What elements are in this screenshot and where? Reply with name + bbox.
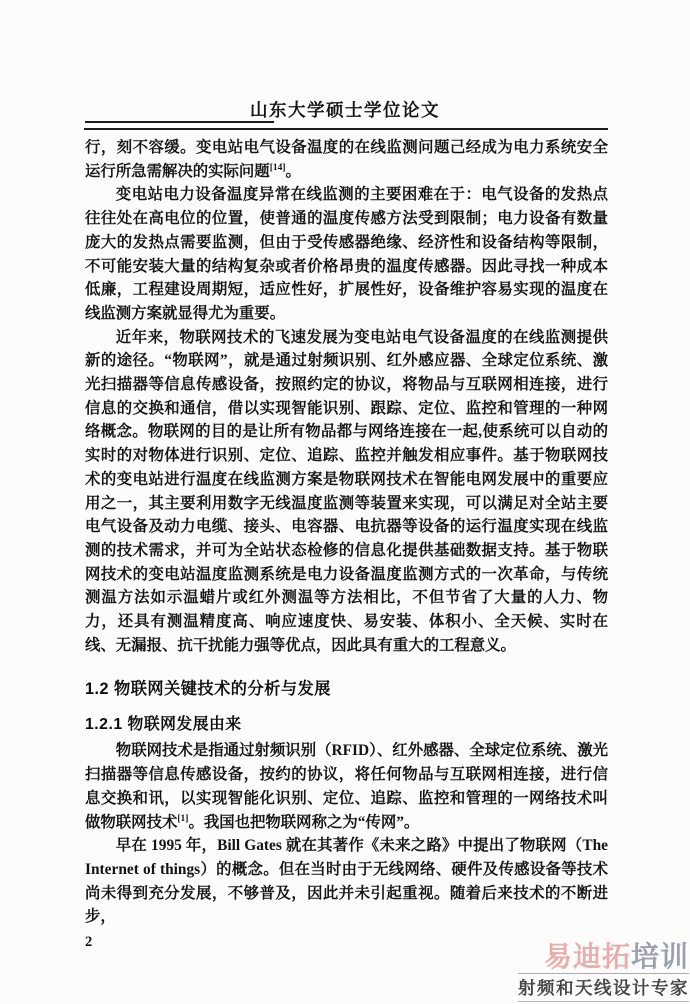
page-number: 2 bbox=[85, 934, 93, 951]
watermark-logo bbox=[518, 942, 690, 1002]
watermark-underline bbox=[518, 973, 689, 974]
subsection-heading-1-2-1: 1.2.1 物联网发展由来 bbox=[85, 716, 242, 734]
paragraph-iot-introduction: 近年来，物联网技术的飞速发展为变电站电气设备温度的在线监测提供新的途径。“物联网”，就是通过射频识别、红外感应器、全球定位系统、激光扫描器等信息传感设备，按照约定的协议，将物品与互联网相连接，进行信息的交换和通信，借以实现智能识别、跟踪、定位、监控和管理的一种网络概念。物联网的目的是让所有物品都与网络连接在一起,使系统可以自动的实时的对物体进行识别、定位、追踪、监控并触发相应事件。基于物联网技术的变电站进行温度在线监测方案是物联网技术在智能电网发展中的重要应用之一，其主要利用数字无线温度监测等装置来实现，可以满足对全站主要电气设备及动力电缆、接头、电容器、电抗器等设备的运行温度实现在线监测的技术需求，并可为全站状态检修的信息化提供基础数据支持。基于物联网技术的变电站温度监测系统是电力设备温度监测方式的一次革命，与传统测温方法如示温蜡片或红外测温等方法相比，不但节省了大量的人力、物力，还具有测温精度高、响应速度快、易安装、体积小、全天候、实时在线、无漏报、抗干扰能力强等优点，因此具有重大的工程意义。 bbox=[85, 328, 608, 654]
paragraph-text: 行，刻不容缓。变电站电气设备温度的在线监测问题己经成为电力系统安全运行所急需解决的实际问题 bbox=[85, 139, 608, 180]
paragraph-iot-definition bbox=[85, 739, 608, 834]
paragraph-text: 物联网技术是指通过射频识别（RFID）、红外感器、全球定位系统、激光扫描器等信息传感设备，按约的协议，将任何物品与互联网相连接，进行信息交换和讯，以实现智能化识别、定位、追踪、监控和管理的一网络技术叫做物联网技术 bbox=[85, 742, 608, 831]
watermark-brand bbox=[518, 942, 689, 971]
running-head-title: 山东大学硕士学位论文 bbox=[250, 100, 440, 120]
paragraph-text: 。我国也把物联网称之为“传网”。 bbox=[188, 813, 420, 831]
paragraph-text: 。 bbox=[285, 162, 301, 180]
watermark-brand-primary: 易迪拓 bbox=[543, 940, 631, 972]
citation-ref-1: [1] bbox=[177, 813, 189, 824]
watermark-tagline: 射频和天线设计专家 bbox=[518, 975, 689, 1002]
section-heading-1-2: 1.2 物联网关键技术的分析与发展 bbox=[85, 680, 331, 699]
header-rule-left-segment bbox=[85, 121, 274, 123]
watermark-brand-secondary: 培训 bbox=[630, 940, 689, 972]
paragraph-monitoring-difficulties: 变电站电力设备温度异常在线监测的主要困难在于：电气设备的发热点往往处在高电位的位置，使普通的温度传感方法受到限制；电力设备有数量庞大的发热点需要监测，但由于受传感器绝缘、经济性和设备结构等限制，不可能安装大量的结构复杂或者价格昂贵的温度传感器。因此寻找一种成本低廉，工程建设周期短，适应性好，扩展性好，设备维护容易实现的温度在线监测方案就显得尤为重要。 bbox=[85, 186, 608, 322]
header-rule bbox=[84, 128, 608, 130]
page-body bbox=[85, 136, 608, 951]
citation-ref-14: [14] bbox=[269, 162, 286, 173]
paragraph-iot-history: 早在 1995 年，Bill Gates 就在其著作《未来之路》中提出了物联网（The Internet of things）的概念。但在当时由于无线网络、硬件及传感设备等技术尚未得到充分发展，不够普及，因此并未引起重视。随着后来技术的不断进步， bbox=[85, 837, 608, 926]
paragraph-continued-from-previous-page bbox=[85, 136, 608, 183]
